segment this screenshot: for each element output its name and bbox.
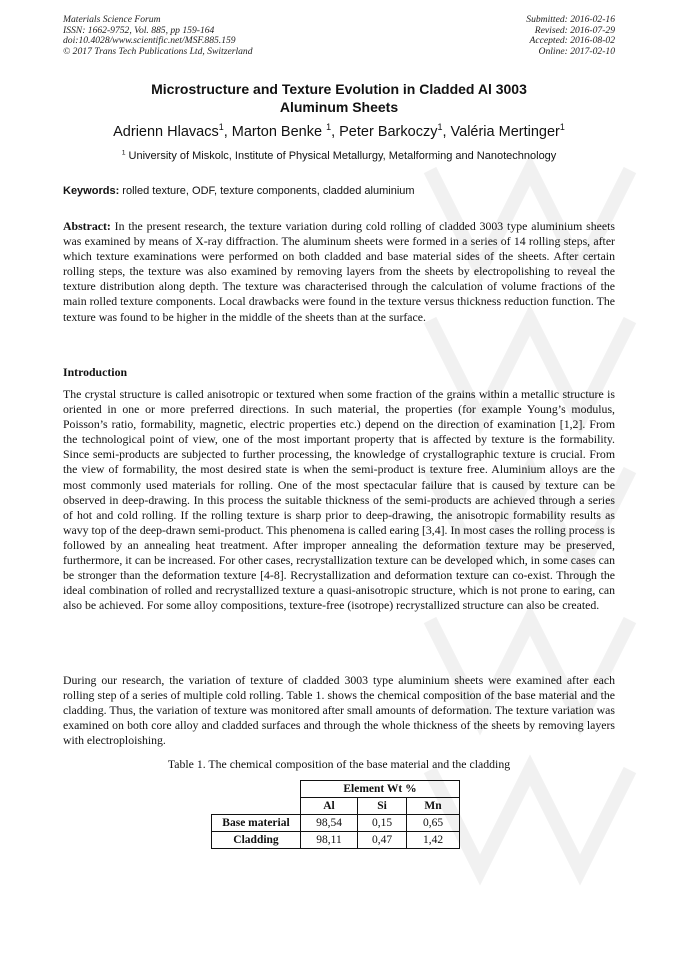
section-heading-introduction: Introduction bbox=[63, 365, 128, 379]
table-caption: Table 1. The chemical composition of the base material and the cladding bbox=[167, 757, 511, 771]
author-separator: , bbox=[442, 124, 451, 140]
keywords-text: rolled texture, ODF, texture components, cladded aluminium bbox=[119, 185, 415, 197]
row-header: Cladding bbox=[212, 832, 301, 849]
keywords bbox=[63, 184, 615, 198]
author-separator: , bbox=[331, 124, 340, 140]
author-affil-mark: 1 bbox=[559, 122, 565, 133]
author-list bbox=[63, 123, 615, 141]
journal-issn: ISSN: 1662-9752, Vol. 885, pp 159-164 bbox=[63, 24, 215, 36]
author-affil-mark: 1 bbox=[326, 122, 332, 133]
date-revised: Revised: 2016-07-29 bbox=[534, 24, 615, 36]
journal-copyright: © 2017 Trans Tech Publications Ltd, Switzerland bbox=[63, 45, 253, 57]
element-group-header: Element Wt % bbox=[301, 781, 460, 798]
table-corner bbox=[212, 781, 301, 798]
composition-table bbox=[211, 780, 460, 849]
table-row bbox=[212, 798, 460, 815]
journal-info-block bbox=[63, 15, 253, 57]
date-submitted: Submitted: 2016-02-16 bbox=[526, 14, 615, 25]
abstract-text: In the present research, the texture variation during cold rolling of cladded 3003 type aluminium sheets was examined by means of X-ray diffraction. The aluminum sheets were formed in a series of 14 rolling steps, after which texture examinations were performed on both cladded and base material sides of the sheets. After certain rolling steps, the texture was also examined by removing layers from the sheets by electropolishing to reveal the texture distribution along depth. The texture was characterised through the calculation of volume fractions of the main rolled texture components. Local drawbacks were found in the texture versus thickness reduction function. The texture was found to be higher in the middle of the sheets than at the surface. bbox=[63, 219, 615, 324]
author-separator: , bbox=[223, 124, 232, 140]
dates-block bbox=[526, 15, 615, 57]
author-name: Peter Barkoczy bbox=[339, 124, 438, 140]
journal-doi: doi:10.4028/www.scientific.net/MSF.885.159 bbox=[63, 35, 236, 47]
column-header: Al bbox=[301, 798, 358, 815]
title-line-1: Microstructure and Texture Evolution in Cladded Al 3003 bbox=[151, 81, 527, 97]
affiliation-text: University of Miskolc, Institute of Physical Metallurgy, Metalforming and Nanotechnology bbox=[125, 150, 557, 162]
table-cell: 98,54 bbox=[301, 815, 358, 832]
paper-title bbox=[63, 80, 615, 116]
author-name: Adrienn Hlavacs bbox=[113, 124, 219, 140]
introduction-paragraph-1: The crystal structure is called anisotropic or textured when some fraction of the grains within a metallic structure is oriented in one or more preferred directions. In such material, the properties (for example Young’s modulus, Poisson’s ratio, formability, magnetic, electric properties etc.) depend on the direction of examination [1,2]. From the technological point of view, one of the most important property that is affected by texture is the formability. Since semi-products are subjected to further processing, the knowledge of crystallographic texture is crucial. From the view of formability, the most desired state is when the semi-product is texture free. Aluminium alloys are the most commonly used materials for rolling. One of the most spectacular failure that is caused by texture can be observed in deep-drawing. In this process the suitable thickness of the semi-products are achieved through a series of hot and cold rolling. If the rolling texture is sharp prior to deep-drawing, the anisotropic formability results as wavy top of the deep-drawn semi-product. This phenomena is called earing [3,4]. In most cases the rolling process is followed by an annealing heat treatment. After improper annealing the deformation texture may be preserved, furthermore, it can be increased. For other cases, recrystallization texture can be developed which, in some cases can be stronger than the deformation texture [4-8]. Recrystallization and deformation texture can co-exist. Through the ideal combination of rolled and recrystallized texture a quasi-anisotropic structure, which is not prone to earing, can also be achieved. For some alloy compositions, texture-free (isotrope) recrystallized structure can also be created. bbox=[63, 387, 615, 613]
table-cell: 1,42 bbox=[407, 832, 460, 849]
affiliation bbox=[63, 149, 615, 163]
journal-name: Materials Science Forum bbox=[63, 14, 161, 25]
abstract bbox=[63, 219, 615, 325]
table-cell: 0,15 bbox=[358, 815, 407, 832]
table-cell: 0,65 bbox=[407, 815, 460, 832]
author-affil-mark: 1 bbox=[437, 122, 443, 133]
keywords-label: Keywords: bbox=[63, 185, 120, 197]
affiliation-mark: 1 bbox=[121, 149, 126, 157]
table-row bbox=[212, 815, 460, 832]
table-cell: 0,47 bbox=[358, 832, 407, 849]
column-header: Mn bbox=[407, 798, 460, 815]
table-cell: 98,11 bbox=[301, 832, 358, 849]
row-header: Base material bbox=[212, 815, 301, 832]
date-accepted: Accepted: 2016-08-02 bbox=[529, 35, 615, 47]
table-row bbox=[212, 781, 460, 798]
title-line-2: Aluminum Sheets bbox=[279, 99, 399, 115]
table-corner bbox=[212, 798, 301, 815]
author-name: Marton Benke bbox=[231, 124, 327, 140]
author-name: Valéria Mertinger bbox=[450, 124, 560, 140]
table-row bbox=[212, 832, 460, 849]
author-affil-mark: 1 bbox=[218, 122, 224, 133]
introduction-paragraph-2: During our research, the variation of texture of cladded 3003 type aluminium sheets were examined after each rolling step of a series of multiple cold rolling. Table 1. shows the chemical composition of the base material and the cladding. Thus, the variation of texture was monitored after small amounts of deformation. The texture variation was examined on both core alloy and cladded surfaces and through the whole thickness of the sheets by removing layers with electroploishing. bbox=[63, 673, 615, 748]
column-header: Si bbox=[358, 798, 407, 815]
abstract-label: Abstract: bbox=[63, 219, 111, 233]
date-online: Online: 2017-02-10 bbox=[538, 45, 615, 57]
